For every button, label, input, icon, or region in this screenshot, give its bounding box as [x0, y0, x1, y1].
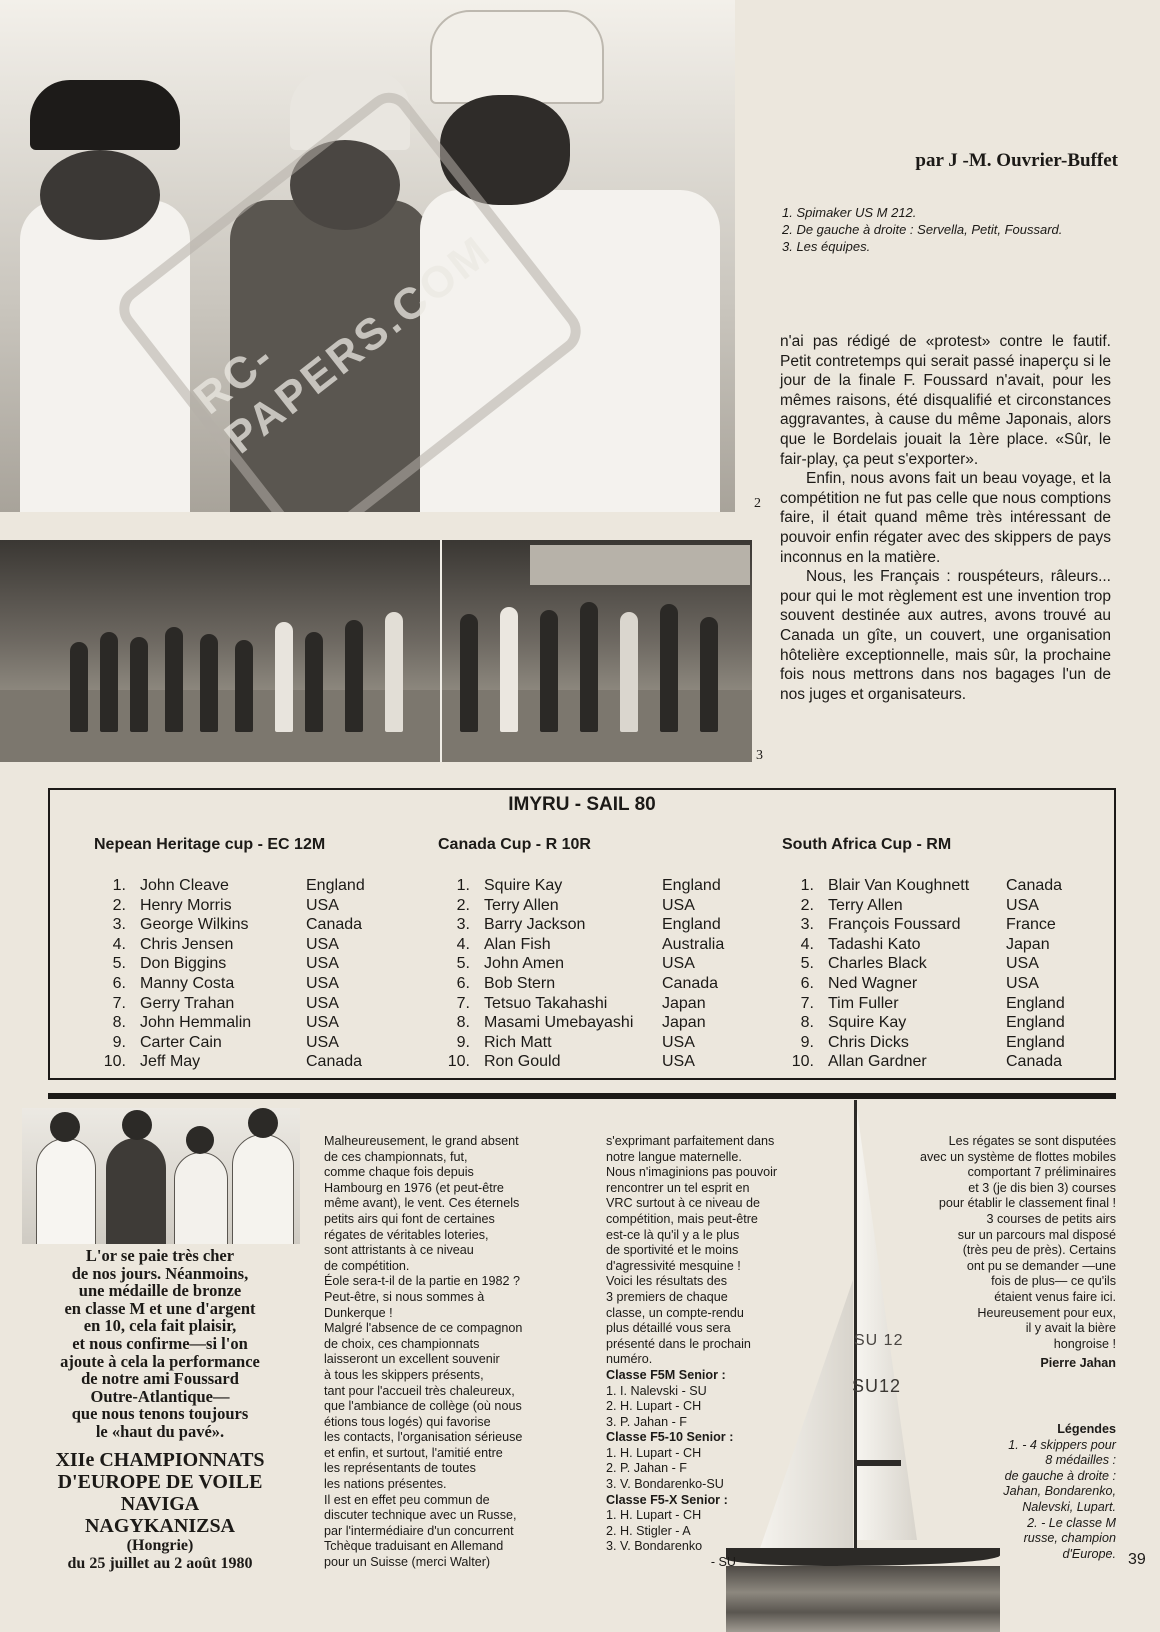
result-row: 2. Terry Allen USA [456, 896, 695, 914]
championship-country: (Hongrie) [126, 1537, 194, 1554]
result-row: 10. Jeff May Canada [103, 1053, 363, 1071]
author-signature: Pierre Jahan [1040, 1356, 1116, 1371]
sail-label-upper: SU 12 [854, 1332, 904, 1349]
result-row: 7. Gerry Trahan USA [112, 994, 339, 1012]
result-row: 8. Squire Kay England [800, 1014, 1065, 1032]
result-row: 5. Don Biggins USA [112, 955, 339, 973]
sail-label-lower: SU12 [852, 1376, 902, 1396]
photo-skippers [0, 0, 735, 512]
result-row: 5. Charles Black USA [800, 955, 1039, 973]
result-row: 7. Tetsuo Takahashi Japan [456, 994, 706, 1012]
result-row: 4. Alan Fish Australia [456, 935, 725, 953]
legend-block: Légendes 1. - 4 skippers pour 8 médailles : de gauche à droite : Jahan, Bondarenko, Nalevski, Lupart. 2. - Le classe M russe, champion d'Europe. [900, 1422, 1116, 1562]
result-row: 9. Rich Matt USA [456, 1033, 695, 1051]
body-paragraph-2: Enfin, nous avons fait un beau voyage, et la compétition ne fut pas celle que nous comptions faire, il était quand même très intéressant de pouvoir enfin régater avec des skippers de pays inconnus en la matière. [780, 470, 1111, 566]
article-body-top [780, 332, 1111, 704]
class-heading-f5m: Classe F5M Senior : [606, 1367, 726, 1382]
result-row: 10. Ron Gould USA [447, 1053, 695, 1071]
photo-teams [0, 540, 752, 762]
cup-title: South Africa Cup - RM [782, 836, 952, 853]
cup-canada [438, 836, 772, 1072]
result-row: 3. George Wilkins Canada [112, 916, 363, 934]
championship-title: XIIe CHAMPIONNATS D'EUROPE DE VOILE NAVIGA NAGYKANIZSA (Hongrie) du 25 juillet au 2 août 1980 [22, 1449, 298, 1573]
results-table [48, 788, 1116, 1080]
result-row: 1. Squire Kay England [456, 877, 721, 894]
body-paragraph-1: n'ai pas rédigé de «protest» contre le fautif. Petit contretemps qui serait passé inaperçu si le jour de la finale F. Foussard n'avait, pour les mêmes raisons, été disqualifié et circonstances aggravantes, à cause du même Japonais, alors que le Bordelais jouait la 1ère place. «Sûr, le fair-play, ça peut s'exporter». [780, 333, 1111, 468]
result-row: 3. Barry Jackson England [456, 916, 721, 934]
page-number: 39 [1128, 1551, 1146, 1568]
result-row: 5. John Amen USA [456, 955, 695, 973]
caption-3: 3. Les équipes. [782, 239, 871, 254]
result-row: 2. Henry Morris USA [112, 896, 339, 914]
result-row: 8. Masami Umebayashi Japan [456, 1014, 706, 1032]
result-row: 9. Chris Dicks England [800, 1033, 1065, 1051]
result-row: 3. François Foussard France [800, 916, 1056, 934]
legend-title: Légendes [1057, 1422, 1116, 1436]
result-row: 4. Chris Jensen USA [112, 935, 339, 953]
result-row: 1. Blair Van Koughnett Canada [800, 877, 1063, 894]
photo-number-3: 3 [756, 748, 763, 763]
medal-caption: L'or se paie très cher de nos jours. Néanmoins, une médaille de bronze en classe M et une d'argent en 10, cela fait plaisir, et nous confirme—si l'on ajoute à cela la performance de notre ami Foussard Outre-Atlantique— que nous tenons toujours le «haut du pavé». [60, 1246, 260, 1441]
result-row: 4. Tadashi Kato Japan [800, 935, 1050, 953]
photo-number-2: 2 [754, 496, 761, 511]
results-title: IMYRU - SAIL 80 [508, 794, 656, 815]
watermark-text: RC-PAPERS.COM [185, 226, 501, 464]
cup-south-africa [782, 836, 1116, 1072]
cup-nepean [94, 836, 416, 1072]
result-row: 6. Bob Stern Canada [456, 974, 719, 992]
result-row: 6. Manny Costa USA [112, 974, 339, 992]
cup-title: Canada Cup - R 10R [438, 836, 591, 853]
article-column-3: s'exprimant parfaitement dans notre langue maternelle. Nous n'imaginions pas pouvoir rencontrer un tel esprit en VRC surtout à ce niveau de compétition, mais peut-être est-ce là qu'il y a le plus de sportivité et le moins d'agressivité mesquine ! Voici les résultats des 3 premiers de chaque classe, un compte-rendu plus détaillé vous sera présenté dans le prochain numéro. Classe F5M Senior : 1. I. Nalevski - SU 2. H. Lupart - CH 3. P. Jahan - F Classe F5-10 Senior : 1. H. Lupart - CH 2. P. Jahan - F 3. V. Bondarenko-SU Classe F5-X Senior : 1. H. Lupart - CH 2. H. Stigler - A 3. V. Bondarenko - SU [606, 1134, 836, 1571]
result-row: 9. Carter Cain USA [112, 1033, 339, 1051]
caption-1: 1. Spimaker US M 212. [782, 205, 917, 220]
result-row: 8. John Hemmalin USA [112, 1014, 339, 1032]
cup-title: Nepean Heritage cup - EC 12M [94, 836, 326, 853]
result-row: 7. Tim Fuller England [800, 994, 1065, 1012]
result-row: 1. John Cleave England [112, 877, 365, 894]
result-row: 2. Terry Allen USA [800, 896, 1039, 914]
class-heading-f5-x: Classe F5-X Senior : [606, 1492, 728, 1507]
body-paragraph-3: Nous, les Français : rouspéteurs, râleurs... pour qui le mot règlement est une invention trop souvent destinée aux autres, avons trouvé au Canada un gîte, un couvert, une organisation hôtelière exceptionnelle, mais sûr, la prochaine fois nous mettrons dans nos bagages l'un de nos juges et organisateurs. [780, 568, 1111, 703]
article-column-right: Les régates se sont disputées avec un système de flottes mobiles comportant 7 préliminaires et 3 (je dis bien 3) courses pour établir le classement final ! 3 courses de petits airs sur un parcours mal disposé (très peu de près). Certains ont pu se demander —une fois de plus— ce qu'ils étaient venus faire ici. Heureusement pour eux, il y avait la bière hongroise ! Pierre Jahan [870, 1134, 1116, 1372]
caption-2: 2. De gauche à droite : Servella, Petit, Foussard. [782, 222, 1063, 237]
article-column-2: Malheureusement, le grand absent de ces championnats, fut, comme chaque fois depuis Hambourg en 1976 (et peut-être même avant), le vent. Ces éternels petits airs qui font de certaines régates de véritables loteries, sont attristants à ce niveau de compétition. Éole sera-t-il de la partie en 1982 ? Peut-être, si nous sommes à Dunkerque ! Malgré l'absence de ce compagnon de choix, ces championnats laisseront un excellent souvenir à tous les skippers présents, tant pour l'accueil très chaleureux, que l'ambiance de collège (où nous étions tous logés) qui favorise les contacts, l'organisation sérieuse et enfin, et surtout, l'amitié entre les représentants de toutes les nations présentes. Il est en effet peu commun de discuter technique avec un Russe, par l'intermédiaire d'un concurrent Tchèque traduisant en Allemand pour un Suisse (merci Walter) [324, 1134, 523, 1570]
class-heading-f5-10: Classe F5-10 Senior : [606, 1430, 734, 1445]
result-row: 10. Allan Gardner Canada [791, 1053, 1063, 1071]
byline: par J -M. Ouvrier-Buffet [915, 150, 1118, 171]
championship-dates: du 25 juillet au 2 août 1980 [67, 1555, 253, 1572]
photo-captions [782, 204, 1122, 255]
section-divider [48, 1093, 1116, 1099]
photo-medalists [22, 1108, 300, 1244]
result-row: 6. Ned Wagner USA [800, 974, 1039, 992]
